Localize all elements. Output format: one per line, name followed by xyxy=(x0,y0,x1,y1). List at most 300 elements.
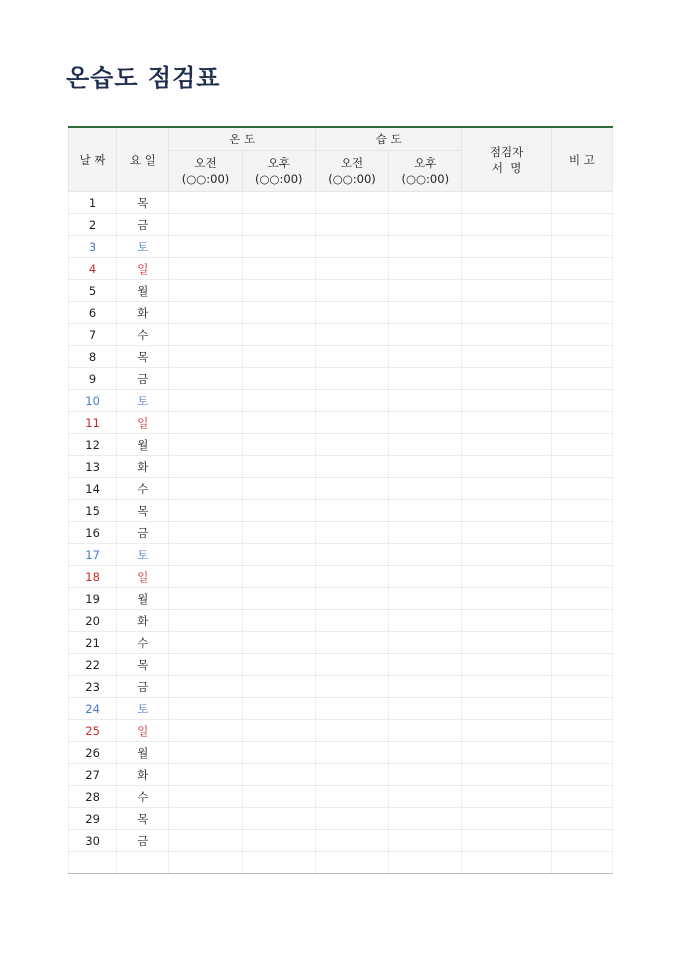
hum-pm-cell[interactable] xyxy=(389,808,462,830)
hum-pm-cell[interactable] xyxy=(389,302,462,324)
day-cell: 수 xyxy=(117,324,169,346)
hum-pm-cell[interactable] xyxy=(389,676,462,698)
note-cell[interactable] xyxy=(551,258,612,280)
signer-cell[interactable] xyxy=(462,676,551,698)
signer-cell[interactable] xyxy=(462,456,551,478)
temp-am-cell[interactable] xyxy=(169,544,242,566)
signer-cell[interactable] xyxy=(462,522,551,544)
day-cell: 토 xyxy=(117,698,169,720)
date-cell: 10 xyxy=(69,390,117,412)
day-cell: 토 xyxy=(117,544,169,566)
hum-am-cell[interactable] xyxy=(315,632,388,654)
table-row xyxy=(69,390,613,412)
temp-pm-cell[interactable] xyxy=(242,434,315,456)
hum-am-cell[interactable] xyxy=(315,720,388,742)
temp-pm-cell[interactable] xyxy=(242,214,315,236)
temp-am-cell[interactable] xyxy=(169,214,242,236)
signer-cell[interactable] xyxy=(462,786,551,808)
date-cell: 23 xyxy=(69,676,117,698)
table-row xyxy=(69,786,613,808)
temp-pm-cell[interactable] xyxy=(242,764,315,786)
table-row xyxy=(69,302,613,324)
hum-pm-cell[interactable] xyxy=(389,280,462,302)
date-cell: 21 xyxy=(69,632,117,654)
hum-am-cell[interactable] xyxy=(315,456,388,478)
day-cell: 목 xyxy=(117,192,169,214)
temp-pm-cell[interactable] xyxy=(242,808,315,830)
temp-am-cell[interactable] xyxy=(169,676,242,698)
note-cell[interactable] xyxy=(551,698,612,720)
date-cell: 7 xyxy=(69,324,117,346)
signer-cell[interactable] xyxy=(462,412,551,434)
note-cell[interactable] xyxy=(551,852,612,874)
signer-cell[interactable] xyxy=(462,698,551,720)
header-hum-am xyxy=(315,151,388,192)
hum-pm-cell[interactable] xyxy=(389,324,462,346)
signer-cell[interactable] xyxy=(462,258,551,280)
table-row xyxy=(69,544,613,566)
note-cell[interactable] xyxy=(551,654,612,676)
day-cell: 금 xyxy=(117,368,169,390)
temp-pm-cell[interactable] xyxy=(242,544,315,566)
hum-am-cell[interactable] xyxy=(315,214,388,236)
hum-pm-cell[interactable] xyxy=(389,522,462,544)
day-cell: 목 xyxy=(117,808,169,830)
signer-cell[interactable] xyxy=(462,302,551,324)
date-cell: 3 xyxy=(69,236,117,258)
temp-pm-cell[interactable] xyxy=(242,566,315,588)
temp-pm-cell[interactable] xyxy=(242,654,315,676)
table-row xyxy=(69,742,613,764)
temp-pm-cell[interactable] xyxy=(242,500,315,522)
note-cell[interactable] xyxy=(551,368,612,390)
temp-pm-cell[interactable] xyxy=(242,852,315,874)
note-cell[interactable] xyxy=(551,500,612,522)
day-cell: 일 xyxy=(117,412,169,434)
date-cell: 12 xyxy=(69,434,117,456)
day-cell: 월 xyxy=(117,588,169,610)
day-cell: 월 xyxy=(117,280,169,302)
table-row xyxy=(69,456,613,478)
signer-cell[interactable] xyxy=(462,764,551,786)
day-cell: 일 xyxy=(117,258,169,280)
temp-am-cell[interactable] xyxy=(169,852,242,874)
signer-cell[interactable] xyxy=(462,544,551,566)
date-cell: 1 xyxy=(69,192,117,214)
day-cell: 금 xyxy=(117,830,169,852)
temp-pm-cell[interactable] xyxy=(242,588,315,610)
date-cell: 9 xyxy=(69,368,117,390)
hum-am-cell[interactable] xyxy=(315,258,388,280)
signer-cell[interactable] xyxy=(462,742,551,764)
note-cell[interactable] xyxy=(551,346,612,368)
temp-am-cell[interactable] xyxy=(169,324,242,346)
signer-cell[interactable] xyxy=(462,500,551,522)
table-row xyxy=(69,500,613,522)
signer-cell[interactable] xyxy=(462,566,551,588)
hum-am-cell[interactable] xyxy=(315,588,388,610)
header-temp-am xyxy=(169,151,242,192)
hum-am-cell[interactable] xyxy=(315,786,388,808)
header-pm-label: 오후 xyxy=(267,156,290,170)
day-cell: 토 xyxy=(117,390,169,412)
note-cell[interactable] xyxy=(551,764,612,786)
header-signer-line1: 점검자 xyxy=(489,144,524,159)
hum-pm-cell[interactable] xyxy=(389,368,462,390)
temp-am-cell[interactable] xyxy=(169,258,242,280)
hum-pm-cell[interactable] xyxy=(389,720,462,742)
hum-am-cell[interactable] xyxy=(315,412,388,434)
note-cell[interactable] xyxy=(551,236,612,258)
date-cell: 2 xyxy=(69,214,117,236)
hum-am-cell[interactable] xyxy=(315,478,388,500)
date-cell: 13 xyxy=(69,456,117,478)
hum-pm-cell[interactable] xyxy=(389,698,462,720)
date-cell: 27 xyxy=(69,764,117,786)
hum-am-cell[interactable] xyxy=(315,302,388,324)
day-cell: 토 xyxy=(117,236,169,258)
day-cell: 화 xyxy=(117,302,169,324)
day-cell: 일 xyxy=(117,720,169,742)
note-cell[interactable] xyxy=(551,522,612,544)
signer-cell[interactable] xyxy=(462,720,551,742)
temp-pm-cell[interactable] xyxy=(242,192,315,214)
table-row xyxy=(69,610,613,632)
temp-pm-cell[interactable] xyxy=(242,522,315,544)
hum-pm-cell[interactable] xyxy=(389,478,462,500)
temp-am-cell[interactable] xyxy=(169,346,242,368)
note-cell[interactable] xyxy=(551,566,612,588)
hum-am-cell[interactable] xyxy=(315,368,388,390)
day-cell: 금 xyxy=(117,676,169,698)
hum-pm-cell[interactable] xyxy=(389,412,462,434)
table-row xyxy=(69,412,613,434)
header-time-label: (○○:00) xyxy=(328,172,376,186)
signer-cell[interactable] xyxy=(462,588,551,610)
temp-pm-cell[interactable] xyxy=(242,698,315,720)
date-cell: 25 xyxy=(69,720,117,742)
table-row xyxy=(69,280,613,302)
table-row xyxy=(69,236,613,258)
header-am-label: 오전 xyxy=(194,156,217,170)
date-cell: 22 xyxy=(69,654,117,676)
hum-am-cell[interactable] xyxy=(315,676,388,698)
temp-pm-cell[interactable] xyxy=(242,830,315,852)
temp-am-cell[interactable] xyxy=(169,192,242,214)
signer-cell[interactable] xyxy=(462,610,551,632)
temp-am-cell[interactable] xyxy=(169,280,242,302)
hum-pm-cell[interactable] xyxy=(389,566,462,588)
header-note: 비 고 xyxy=(551,127,612,192)
header-time-label: (○○:00) xyxy=(254,172,303,186)
signer-cell[interactable] xyxy=(462,236,551,258)
day-cell: 화 xyxy=(117,610,169,632)
temp-pm-cell[interactable] xyxy=(242,720,315,742)
hum-am-cell[interactable] xyxy=(315,500,388,522)
signer-cell[interactable] xyxy=(462,632,551,654)
date-cell: 11 xyxy=(69,412,117,434)
table-body xyxy=(69,192,613,874)
note-cell[interactable] xyxy=(551,456,612,478)
table-row xyxy=(69,764,613,786)
hum-am-cell[interactable] xyxy=(315,346,388,368)
table-row xyxy=(69,566,613,588)
hum-pm-cell[interactable] xyxy=(389,236,462,258)
temp-pm-cell[interactable] xyxy=(242,368,315,390)
day-cell: 화 xyxy=(117,456,169,478)
hum-pm-cell[interactable] xyxy=(389,500,462,522)
day-cell: 일 xyxy=(117,566,169,588)
hum-am-cell[interactable] xyxy=(315,280,388,302)
hum-pm-cell[interactable] xyxy=(389,830,462,852)
date-cell: 24 xyxy=(69,698,117,720)
date-cell: 6 xyxy=(69,302,117,324)
table-row xyxy=(69,808,613,830)
temp-am-cell[interactable] xyxy=(169,522,242,544)
date-cell: 29 xyxy=(69,808,117,830)
hum-pm-cell[interactable] xyxy=(389,654,462,676)
hum-pm-cell[interactable] xyxy=(389,588,462,610)
header-day: 요 일 xyxy=(117,127,169,192)
date-cell: 16 xyxy=(69,522,117,544)
header-am-label: 오전 xyxy=(340,156,364,170)
note-cell[interactable] xyxy=(551,390,612,412)
date-cell: 30 xyxy=(69,830,117,852)
day-cell: 수 xyxy=(117,786,169,808)
note-cell[interactable] xyxy=(551,544,612,566)
temp-am-cell[interactable] xyxy=(169,412,242,434)
hum-am-cell[interactable] xyxy=(315,852,388,874)
day-cell: 수 xyxy=(117,478,169,500)
hum-pm-cell[interactable] xyxy=(389,632,462,654)
hum-am-cell[interactable] xyxy=(315,566,388,588)
hum-pm-cell[interactable] xyxy=(389,390,462,412)
temp-am-cell[interactable] xyxy=(169,654,242,676)
table-row xyxy=(69,346,613,368)
signer-cell[interactable] xyxy=(462,192,551,214)
signer-cell[interactable] xyxy=(462,654,551,676)
note-cell[interactable] xyxy=(551,192,612,214)
temp-pm-cell[interactable] xyxy=(242,742,315,764)
hum-pm-cell[interactable] xyxy=(389,764,462,786)
signer-cell[interactable] xyxy=(462,830,551,852)
header-temperature: 온 도 xyxy=(169,127,316,151)
temp-am-cell[interactable] xyxy=(169,830,242,852)
temp-pm-cell[interactable] xyxy=(242,302,315,324)
hum-am-cell[interactable] xyxy=(315,236,388,258)
table-row xyxy=(69,676,613,698)
temp-am-cell[interactable] xyxy=(169,390,242,412)
hum-am-cell[interactable] xyxy=(315,764,388,786)
date-cell: 4 xyxy=(69,258,117,280)
hum-pm-cell[interactable] xyxy=(389,258,462,280)
table-row xyxy=(69,698,613,720)
header-pm-label: 오후 xyxy=(414,156,437,170)
table-row xyxy=(69,368,613,390)
date-cell: 15 xyxy=(69,500,117,522)
table-row xyxy=(69,324,613,346)
signer-cell[interactable] xyxy=(462,214,551,236)
signer-cell[interactable] xyxy=(462,368,551,390)
temp-pm-cell[interactable] xyxy=(242,632,315,654)
date-cell: 18 xyxy=(69,566,117,588)
table-row xyxy=(69,434,613,456)
note-cell[interactable] xyxy=(551,610,612,632)
hum-am-cell[interactable] xyxy=(315,192,388,214)
note-cell[interactable] xyxy=(551,676,612,698)
temp-am-cell[interactable] xyxy=(169,368,242,390)
temp-am-cell[interactable] xyxy=(169,236,242,258)
table-row xyxy=(69,830,613,852)
note-cell[interactable] xyxy=(551,412,612,434)
temp-am-cell[interactable] xyxy=(169,434,242,456)
temp-am-cell[interactable] xyxy=(169,302,242,324)
temp-pm-cell[interactable] xyxy=(242,280,315,302)
header-time-label: (○○:00) xyxy=(181,172,230,186)
note-cell[interactable] xyxy=(551,632,612,654)
header-hum-pm xyxy=(389,151,462,192)
hum-am-cell[interactable] xyxy=(315,808,388,830)
hum-am-cell[interactable] xyxy=(315,390,388,412)
temp-am-cell[interactable] xyxy=(169,456,242,478)
temp-pm-cell[interactable] xyxy=(242,258,315,280)
header-signer-line2: 서 명 xyxy=(491,160,522,175)
signer-cell[interactable] xyxy=(462,808,551,830)
temp-am-cell[interactable] xyxy=(169,610,242,632)
signer-cell[interactable] xyxy=(462,280,551,302)
temp-am-cell[interactable] xyxy=(169,478,242,500)
temp-pm-cell[interactable] xyxy=(242,346,315,368)
temp-am-cell[interactable] xyxy=(169,588,242,610)
hum-pm-cell[interactable] xyxy=(389,434,462,456)
table-row xyxy=(69,214,613,236)
hum-pm-cell[interactable] xyxy=(389,742,462,764)
signer-cell[interactable] xyxy=(462,852,551,874)
table-row xyxy=(69,192,613,214)
note-cell[interactable] xyxy=(551,478,612,500)
table-row xyxy=(69,632,613,654)
day-cell: 월 xyxy=(117,434,169,456)
hum-pm-cell[interactable] xyxy=(389,456,462,478)
hum-pm-cell[interactable] xyxy=(389,346,462,368)
date-cell: 14 xyxy=(69,478,117,500)
temp-am-cell[interactable] xyxy=(169,698,242,720)
signer-cell[interactable] xyxy=(462,478,551,500)
table-row xyxy=(69,720,613,742)
hum-pm-cell[interactable] xyxy=(389,852,462,874)
date-cell: 5 xyxy=(69,280,117,302)
date-cell: 19 xyxy=(69,588,117,610)
table-row xyxy=(69,852,613,874)
day-cell: 수 xyxy=(117,632,169,654)
note-cell[interactable] xyxy=(551,302,612,324)
note-cell[interactable] xyxy=(551,214,612,236)
header-temp-pm xyxy=(242,151,315,192)
temp-pm-cell[interactable] xyxy=(242,412,315,434)
header-humidity: 습 도 xyxy=(315,127,462,151)
temp-pm-cell[interactable] xyxy=(242,236,315,258)
temp-am-cell[interactable] xyxy=(169,786,242,808)
temp-pm-cell[interactable] xyxy=(242,676,315,698)
table-row xyxy=(69,258,613,280)
hum-am-cell[interactable] xyxy=(315,698,388,720)
inspection-table xyxy=(68,126,613,874)
temp-pm-cell[interactable] xyxy=(242,478,315,500)
note-cell[interactable] xyxy=(551,588,612,610)
header-signer xyxy=(462,127,551,192)
day-cell: 금 xyxy=(117,214,169,236)
note-cell[interactable] xyxy=(551,808,612,830)
date-cell: 8 xyxy=(69,346,117,368)
hum-pm-cell[interactable] xyxy=(389,214,462,236)
note-cell[interactable] xyxy=(551,324,612,346)
day-cell xyxy=(117,852,169,874)
signer-cell[interactable] xyxy=(462,434,551,456)
day-cell: 목 xyxy=(117,500,169,522)
day-cell: 금 xyxy=(117,522,169,544)
date-cell xyxy=(69,852,117,874)
temp-am-cell[interactable] xyxy=(169,500,242,522)
hum-am-cell[interactable] xyxy=(315,742,388,764)
signer-cell[interactable] xyxy=(462,390,551,412)
temp-pm-cell[interactable] xyxy=(242,324,315,346)
hum-am-cell[interactable] xyxy=(315,654,388,676)
temp-am-cell[interactable] xyxy=(169,742,242,764)
page-title: 온습도 점검표 xyxy=(66,64,221,92)
date-cell: 26 xyxy=(69,742,117,764)
table-row xyxy=(69,522,613,544)
hum-am-cell[interactable] xyxy=(315,434,388,456)
temp-pm-cell[interactable] xyxy=(242,786,315,808)
date-cell: 20 xyxy=(69,610,117,632)
temp-am-cell[interactable] xyxy=(169,720,242,742)
date-cell: 17 xyxy=(69,544,117,566)
hum-am-cell[interactable] xyxy=(315,522,388,544)
temp-am-cell[interactable] xyxy=(169,808,242,830)
note-cell[interactable] xyxy=(551,720,612,742)
temp-am-cell[interactable] xyxy=(169,566,242,588)
day-cell: 목 xyxy=(117,346,169,368)
table-row xyxy=(69,588,613,610)
day-cell: 목 xyxy=(117,654,169,676)
day-cell: 화 xyxy=(117,764,169,786)
hum-pm-cell[interactable] xyxy=(389,192,462,214)
note-cell[interactable] xyxy=(551,786,612,808)
note-cell[interactable] xyxy=(551,830,612,852)
hum-am-cell[interactable] xyxy=(315,830,388,852)
hum-am-cell[interactable] xyxy=(315,610,388,632)
hum-pm-cell[interactable] xyxy=(389,610,462,632)
temp-pm-cell[interactable] xyxy=(242,456,315,478)
hum-am-cell[interactable] xyxy=(315,544,388,566)
day-cell: 월 xyxy=(117,742,169,764)
header-date: 날 짜 xyxy=(69,127,117,192)
hum-pm-cell[interactable] xyxy=(389,544,462,566)
temp-pm-cell[interactable] xyxy=(242,610,315,632)
date-cell: 28 xyxy=(69,786,117,808)
signer-cell[interactable] xyxy=(462,324,551,346)
note-cell[interactable] xyxy=(551,280,612,302)
note-cell[interactable] xyxy=(551,742,612,764)
hum-am-cell[interactable] xyxy=(315,324,388,346)
note-cell[interactable] xyxy=(551,434,612,456)
temp-pm-cell[interactable] xyxy=(242,390,315,412)
signer-cell[interactable] xyxy=(462,346,551,368)
temp-am-cell[interactable] xyxy=(169,632,242,654)
temp-am-cell[interactable] xyxy=(169,764,242,786)
table-row xyxy=(69,654,613,676)
hum-pm-cell[interactable] xyxy=(389,786,462,808)
